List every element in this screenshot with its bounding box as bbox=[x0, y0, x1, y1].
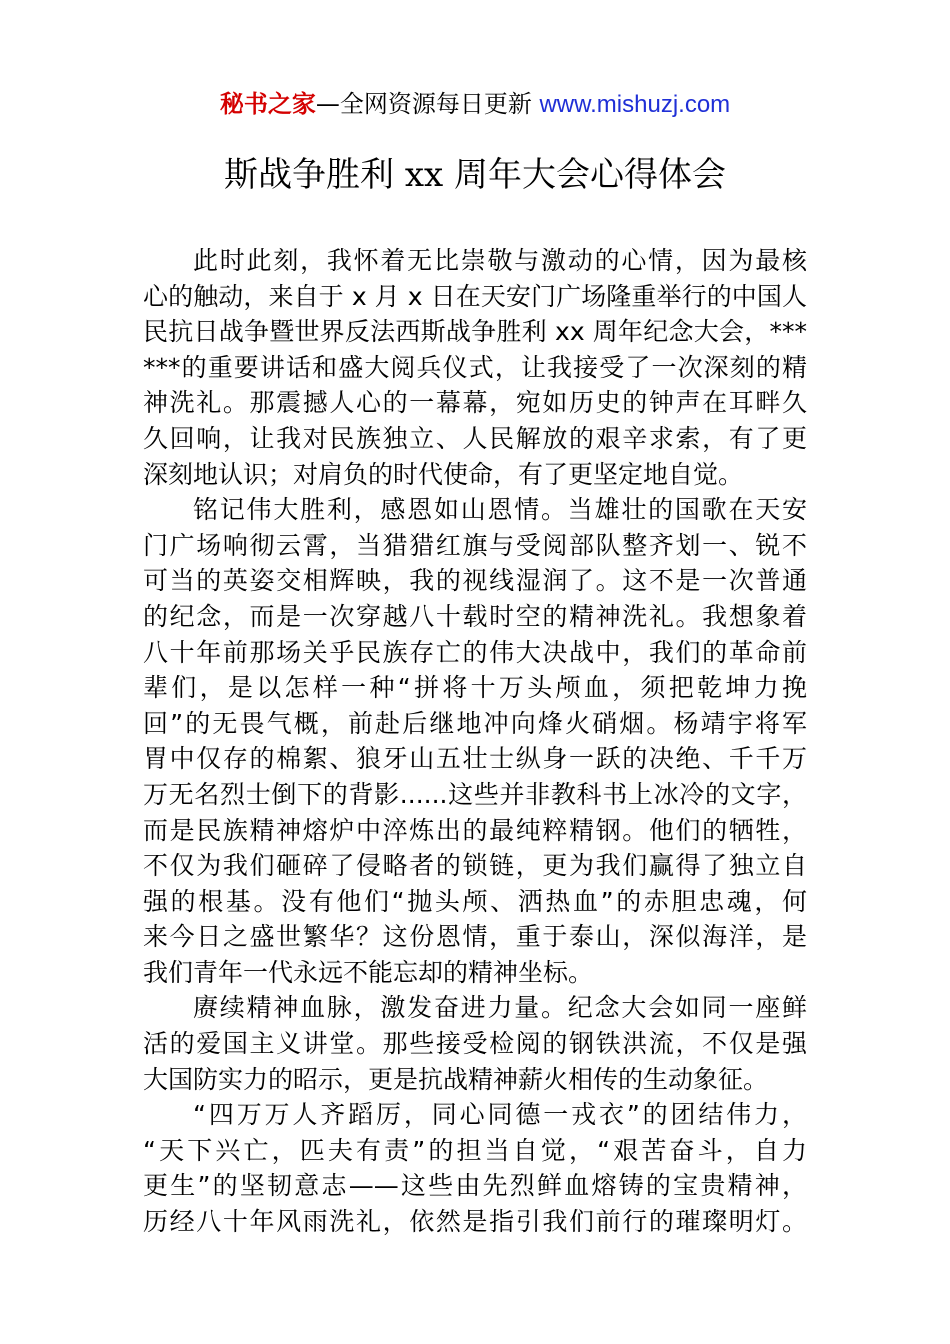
document-title: 斯战争胜利 xx 周年大会心得体会 bbox=[224, 155, 726, 195]
paragraph-line: ***的重要讲话和盛大阅兵仪式，让我接受了一次深刻的精 bbox=[143, 352, 807, 382]
paragraph-line: 铭记伟大胜利，感恩如山恩情。当雄壮的国歌在天安 bbox=[193, 495, 807, 525]
paragraph-line: 更生”的坚韧意志——这些由先烈鲜血熔铸的宝贵精神， bbox=[143, 1171, 807, 1201]
site-brand: 秘书之家 bbox=[219, 90, 316, 118]
paragraph-line: 可当的英姿交相辉映，我的视线湿润了。这不是一次普通 bbox=[143, 566, 807, 596]
paragraph-line: 神洗礼。那震撼人心的一幕幕，宛如历史的钟声在耳畔久 bbox=[143, 388, 807, 418]
paragraph-line: 我们青年一代永远不能忘却的精神坐标。 bbox=[143, 957, 594, 987]
paragraph-line: 民抗日战争暨世界反法西斯战争胜利 xx 周年纪念大会，*** bbox=[143, 317, 807, 347]
paragraph-line: 八十年前那场关乎民族存亡的伟大决战中，我们的革命前 bbox=[143, 637, 807, 667]
site-url-link[interactable]: www.mishuzj.com bbox=[539, 91, 731, 118]
paragraph-line: “四万万人齐蹈厉，同心同德一戎衣”的团结伟力， bbox=[193, 1100, 807, 1130]
paragraph-line: 不仅为我们砸碎了侵略者的锁链，更为我们赢得了独立自 bbox=[143, 851, 807, 881]
paragraph-line: 而是民族精神熔炉中淬炼出的最纯粹精钢。他们的牺牲， bbox=[143, 815, 807, 845]
paragraph-line: 久回响，让我对民族独立、人民解放的艰辛求索，有了更 bbox=[143, 423, 807, 453]
document-body bbox=[143, 243, 807, 1240]
paragraph-line: 活的爱国主义讲堂。那些接受检阅的钢铁洪流，不仅是强 bbox=[143, 1029, 807, 1059]
paragraph-line: 此时此刻，我怀着无比崇敬与激动的心情，因为最核 bbox=[193, 246, 807, 275]
site-header bbox=[0, 88, 950, 121]
paragraph-line: 回”的无畏气概，前赴后继地冲向烽火硝烟。杨靖宇将军 bbox=[143, 708, 807, 738]
paragraph-line: 心的触动，来自于 x 月 x 日在天安门广场隆重举行的中国人 bbox=[143, 281, 807, 311]
paragraph-line: 辈们，是以怎样一种“拼将十万头颅血，须把乾坤力挽 bbox=[143, 673, 807, 703]
paragraph-line: 万无名烈士倒下的背影......这些并非教科书上冰冷的文字， bbox=[143, 779, 807, 809]
paragraph-line: 来今日之盛世繁华？这份恩情，重于泰山，深似海洋，是 bbox=[143, 922, 807, 952]
paragraph-line: 大国防实力的昭示，更是抗战精神薪火相传的生动象征。 bbox=[143, 1064, 769, 1094]
site-tagline: —全网资源每日更新 bbox=[315, 90, 540, 118]
paragraph-line: 赓续精神血脉，激发奋进力量。纪念大会如同一座鲜 bbox=[193, 993, 807, 1023]
paragraph-line: 的纪念，而是一次穿越八十载时空的精神洗礼。我想象着 bbox=[143, 601, 807, 631]
paragraph-line: 深刻地认识；对肩负的时代使命，有了更坚定地自觉。 bbox=[143, 459, 744, 489]
paragraph-line: 胃中仅存的棉絮、狼牙山五壮士纵身一跃的决绝、千千万 bbox=[143, 744, 807, 774]
paragraph-line: 门广场响彻云霄，当猎猎红旗与受阅部队整齐划一、锐不 bbox=[143, 530, 807, 560]
paragraph-line: 强的根基。没有他们“抛头颅、洒热血”的赤胆忠魂，何 bbox=[143, 886, 807, 916]
paragraph-line: 历经八十年风雨洗礼，依然是指引我们前行的璀璨明灯。 bbox=[143, 1207, 807, 1237]
paragraph-line: “天下兴亡，匹夫有责”的担当自觉，“艰苦奋斗，自力 bbox=[143, 1135, 807, 1165]
